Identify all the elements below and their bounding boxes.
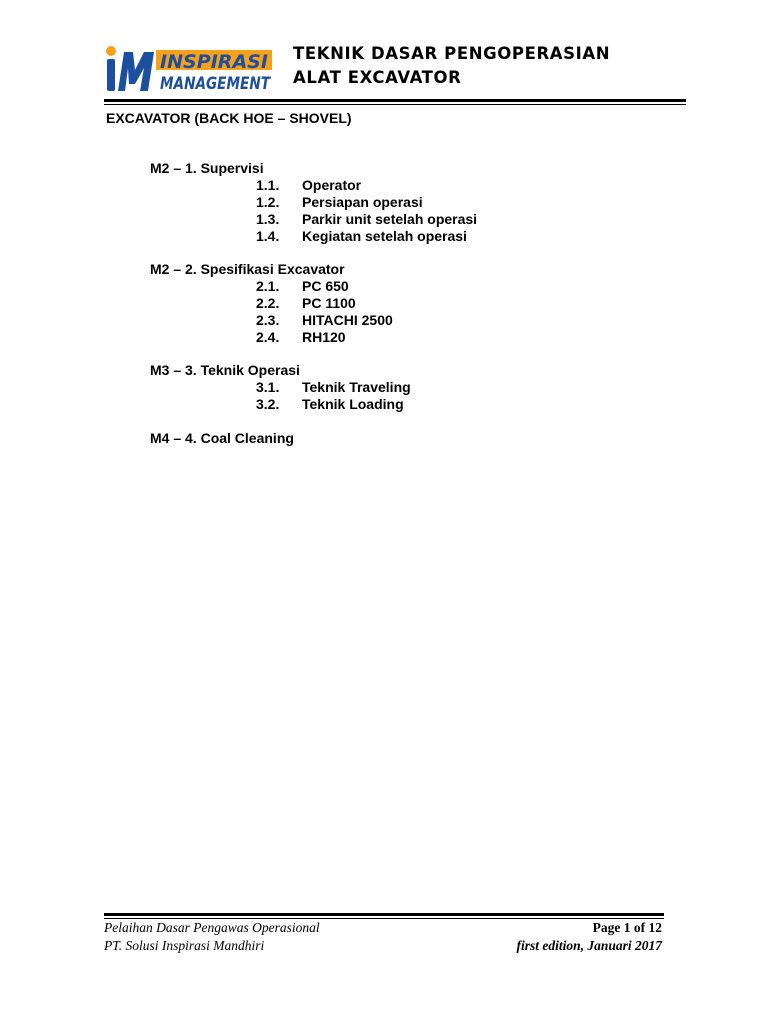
list-item: 2.3. HITACHI 2500 [256, 312, 393, 328]
title-line-1: TEKNIK DASAR PENGOPERASIAN [293, 44, 611, 63]
list-item: 3.1. Teknik Traveling [256, 379, 411, 395]
footer-company: PT. Solusi Inspirasi Mandhiri [104, 938, 265, 953]
section-title: M2 – 2. Spesifikasi Excavator [150, 261, 345, 277]
footer-course: Pelaihan Dasar Pengawas Operasional [104, 920, 320, 935]
header-rule-thick [104, 99, 686, 102]
list-item: 3.2. Teknik Loading [256, 396, 404, 412]
section-heading: EXCAVATOR (BACK HOE – SHOVEL) [106, 110, 352, 126]
list-item: 2.4. RH120 [256, 329, 346, 345]
footer-rule-thin [104, 918, 664, 919]
company-logo [104, 44, 274, 94]
list-item: 2.2. PC 1100 [256, 295, 356, 311]
list-item: 1.3. Parkir unit setelah operasi [256, 211, 478, 227]
page-number: Page 1 of 12 [592, 920, 662, 935]
footer-rule-thick [104, 913, 664, 916]
document-title [293, 42, 610, 90]
section-title: M4 – 4. Coal Cleaning [150, 430, 294, 446]
list-item: 1.4. Kegiatan setelah operasi [256, 228, 467, 244]
list-item: 1.1. Operator [256, 177, 362, 193]
edition-info: first edition, Januari 2017 [516, 938, 662, 953]
title-line-2: ALAT EXCAVATOR [293, 68, 462, 87]
section-title: M2 – 1. Supervisi [150, 160, 264, 176]
list-item: 1.2. Persiapan operasi [256, 194, 423, 210]
section-title: M3 – 3. Teknik Operasi [150, 362, 300, 378]
svg-text:INSPIRASI: INSPIRASI [160, 51, 268, 73]
svg-text:MANAGEMENT: MANAGEMENT [160, 74, 272, 94]
header-rule-thin [104, 104, 686, 105]
list-item: 2.1. PC 650 [256, 278, 349, 294]
